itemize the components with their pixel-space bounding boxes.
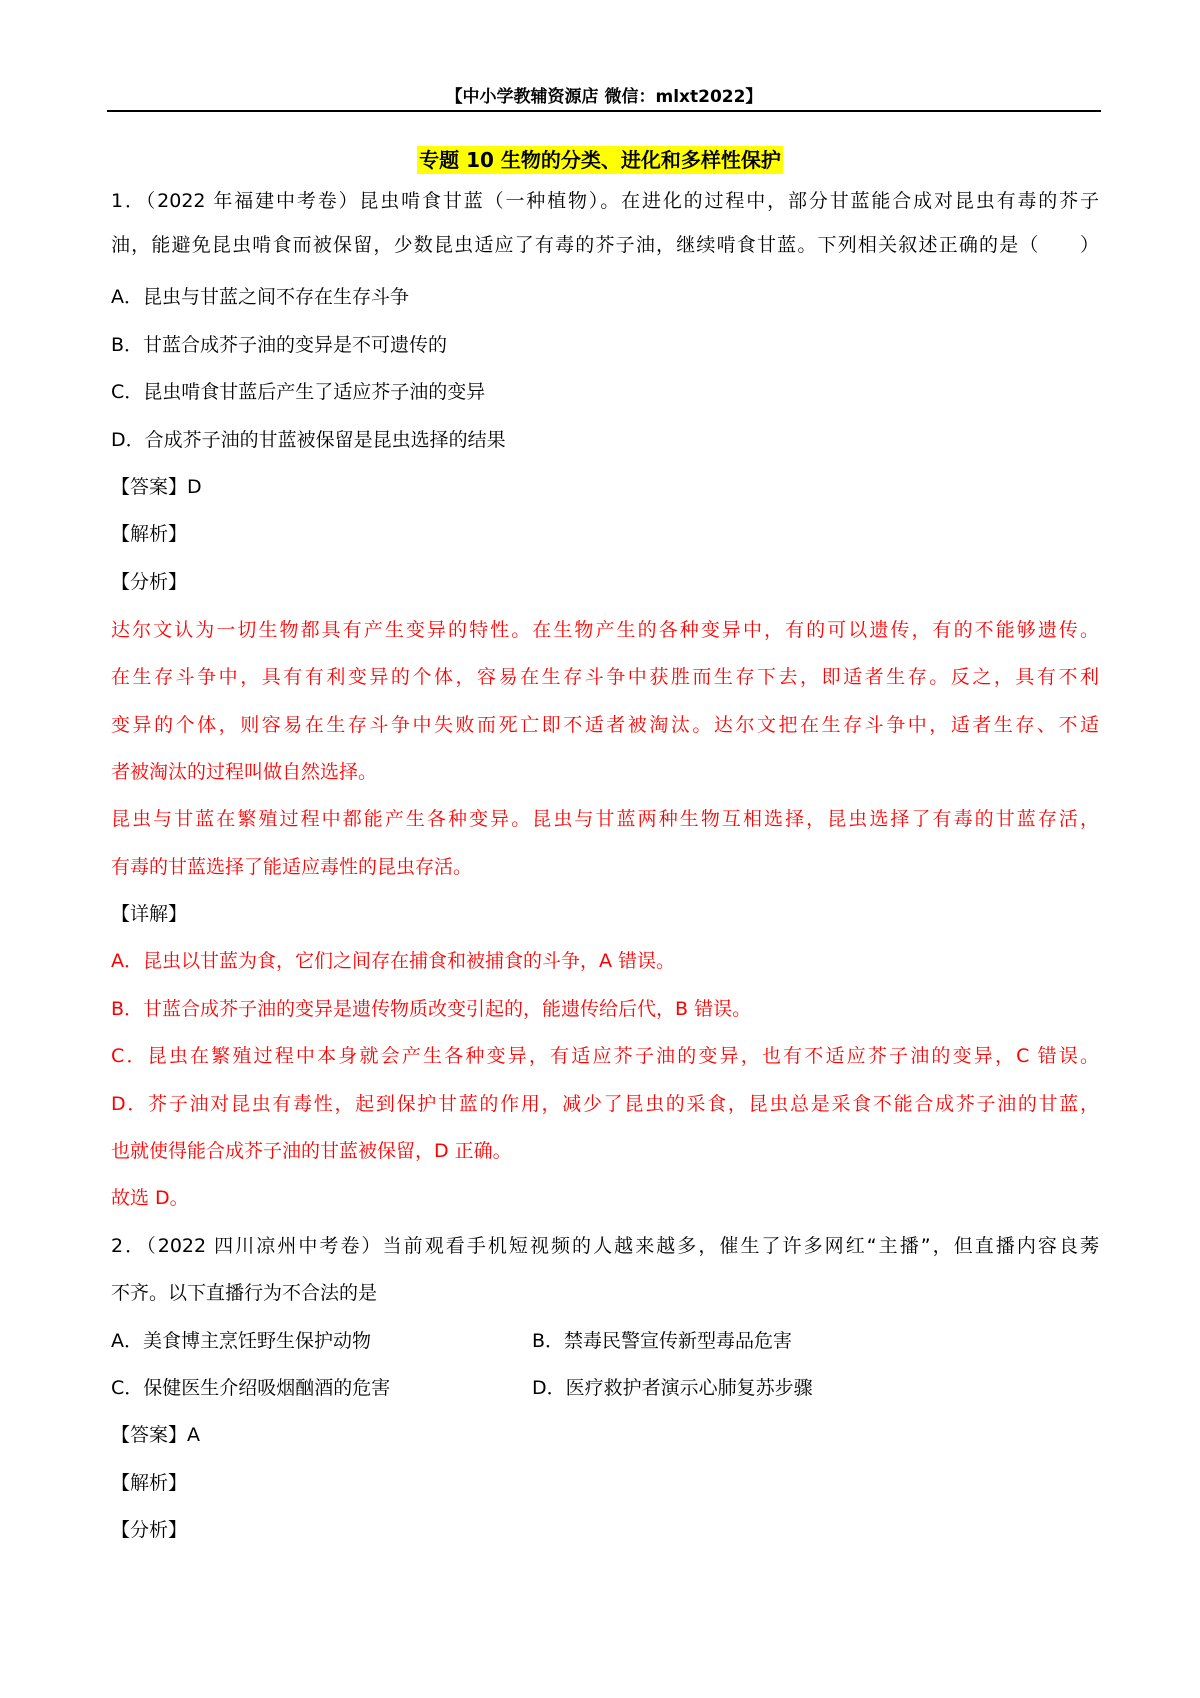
q1-analysis-line-2: 在生存斗争中，具有有利变异的个体，容易在生存斗争中获胜而生存下去，即适者生存。反之，具有不利 xyxy=(111,666,1099,688)
q1-option-d: D．合成芥子油的甘蓝被保留是昆虫选择的结果 xyxy=(111,429,506,451)
q1-option-b: B．甘蓝合成芥子油的变异是不可遗传的 xyxy=(111,334,448,356)
q2-fenxi-label: 【分析】 xyxy=(111,1519,188,1541)
q1-analysis-line-5: 昆虫与甘蓝在繁殖过程中都能产生各种变异。昆虫与甘蓝两种生物互相选择，昆虫选择了有毒的甘蓝存活， xyxy=(111,808,1099,830)
q1-analysis-line-1: 达尔文认为一切生物都具有产生变异的特性。在生物产生的各种变异中，有的可以遗传，有的不能够遗传。 xyxy=(111,619,1099,641)
q1-detail-c: C．昆虫在繁殖过程中本身就会产生各种变异，有适应芥子油的变异，也有不适应芥子油的变异，C 错误。 xyxy=(111,1045,1099,1067)
q1-jiexi-label: 【解析】 xyxy=(111,523,188,545)
q1-stem-line-1: 1．（2022 年福建中考卷）昆虫啃食甘蓝（一种植物）。在进化的过程中，部分甘蓝能合成对昆虫有毒的芥子 xyxy=(111,190,1099,212)
q2-option-a: A．美食博主烹饪野生保护动物 xyxy=(111,1330,371,1352)
q1-option-a: A．昆虫与甘蓝之间不存在生存斗争 xyxy=(111,286,409,308)
q2-stem-line-1: 2．（2022 四川凉州中考卷）当前观看手机短视频的人越来越多，催生了许多网红“主播”，但直播内容良莠 xyxy=(111,1235,1099,1257)
q1-option-c: C．昆虫啃食甘蓝后产生了适应芥子油的变异 xyxy=(111,381,486,403)
q1-detail-a: A．昆虫以甘蓝为食，它们之间存在捕食和被捕食的斗争，A 错误。 xyxy=(111,950,676,972)
q1-detail-d-line-2: 也就使得能合成芥子油的甘蓝被保留，D 正确。 xyxy=(111,1140,512,1162)
q2-option-b: B．禁毒民警宣传新型毒品危害 xyxy=(532,1330,793,1352)
page-header: 【中小学教辅资源店 微信：mlxt2022】 xyxy=(445,87,763,107)
q1-fenxi-label: 【分析】 xyxy=(111,571,188,593)
q1-answer: 【答案】D xyxy=(111,476,202,498)
document-title: 专题 10 生物的分类、进化和多样性保护 xyxy=(419,148,781,172)
q1-detail-b: B．甘蓝合成芥子油的变异是遗传物质改变引起的，能遗传给后代，B 错误。 xyxy=(111,998,752,1020)
q2-option-d: D．医疗救护者演示心肺复苏步骤 xyxy=(532,1377,813,1399)
q2-option-c: C．保健医生介绍吸烟酗酒的危害 xyxy=(111,1377,391,1399)
q1-conclusion: 故选 D。 xyxy=(111,1187,189,1209)
q1-analysis-line-3: 变异的个体，则容易在生存斗争中失败而死亡即不适者被淘汰。达尔文把在生存斗争中，适者生存、不适 xyxy=(111,714,1099,736)
q2-answer: 【答案】A xyxy=(111,1424,200,1446)
header-divider xyxy=(107,110,1101,112)
q1-detail-d-line-1: D．芥子油对昆虫有毒性，起到保护甘蓝的作用，减少了昆虫的采食，昆虫总是采食不能合成芥子油的甘蓝， xyxy=(111,1093,1099,1115)
q1-analysis-line-6: 有毒的甘蓝选择了能适应毒性的昆虫存活。 xyxy=(111,856,473,878)
q2-stem-line-2: 不齐。以下直播行为不合法的是 xyxy=(111,1282,378,1304)
q1-xiangjie-label: 【详解】 xyxy=(111,903,188,925)
q1-stem-line-2: 油，能避免昆虫啃食而被保留，少数昆虫适应了有毒的芥子油，继续啃食甘蓝。下列相关叙述正确的是（ ） xyxy=(111,234,1099,256)
title-container xyxy=(0,146,1200,176)
q1-analysis-line-4: 者被淘汰的过程叫做自然选择。 xyxy=(111,761,378,783)
q2-jiexi-label: 【解析】 xyxy=(111,1472,188,1494)
